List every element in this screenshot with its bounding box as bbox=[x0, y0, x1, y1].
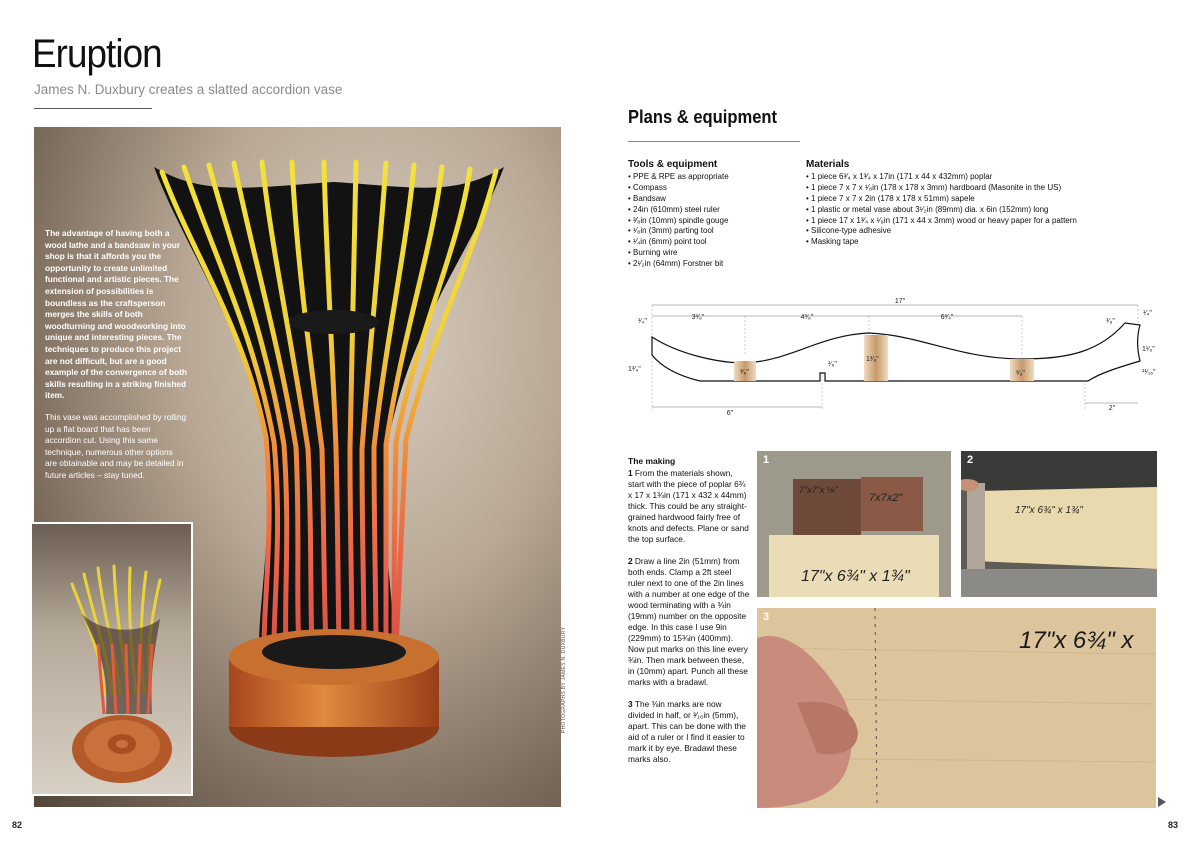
dim-thick2: 1³⁄₈" bbox=[866, 356, 879, 363]
dim-bottom-left: 6" bbox=[726, 410, 734, 417]
p1-label-a: 7"x7"x ⅛" bbox=[799, 485, 838, 495]
dim-left-top: ¹⁄₄" bbox=[638, 318, 647, 325]
material-item: • 1 piece 7 x 7 x ¹⁄₈in (178 x 178 x 3mm) hardboard (Masonite in the US) bbox=[806, 183, 1126, 194]
tools-heading: Tools & equipment bbox=[628, 159, 718, 170]
plans-divider bbox=[628, 141, 800, 142]
dim-right-top2: ¹⁄₄" bbox=[1143, 310, 1152, 317]
photo-credit: PHOTOGRAPHS BY JAMES N. DUXBURY bbox=[561, 626, 567, 733]
material-item: • 1 piece 6³⁄₄ x 1³⁄₄ x 17in (171 x 44 x 432mm) poplar bbox=[806, 172, 1126, 183]
tilted-vase-illustration bbox=[32, 524, 191, 794]
page-number-left: 82 bbox=[12, 820, 23, 830]
p3-label: 17"x 6¾" x bbox=[1019, 627, 1134, 654]
tool-item: • ³⁄₈in (10mm) spindle gouge bbox=[628, 216, 803, 227]
step-2: 2 Draw a line 2in (51mm) from both ends. Clamp a 2ft steel ruler next to one of the 2in lines with a number at one edge of the wood terminating with a ¾in (19mm) number on the opposite edge. In this case I use 9in (229mm) to 15¾in (400mm). Now put marks on this line every ¾in. Then mark between these, in (10mm) apart. Punch all these marks with a bradawl. bbox=[628, 556, 750, 687]
photo-marking bbox=[757, 608, 1156, 808]
material-item: • 1 plastic or metal vase about 3¹⁄₂in (89mm) dia. x 6in (152mm) long bbox=[806, 205, 1126, 216]
making-instructions bbox=[628, 456, 750, 776]
intro-text bbox=[45, 228, 187, 491]
p1-label-b: 7x7x2" bbox=[869, 492, 903, 504]
tool-item: • PPE & RPE as appropriate bbox=[628, 172, 803, 183]
plans-heading: Plans & equipment bbox=[628, 107, 778, 127]
dim-seg2: 4³⁄₈" bbox=[800, 314, 814, 321]
material-item: • Masking tape bbox=[806, 237, 1126, 248]
dim-notch: ¹⁄₈" bbox=[828, 361, 837, 368]
article-subtitle: James N. Duxbury creates a slatted accordion vase bbox=[34, 82, 343, 97]
intro-paragraph: The advantage of having both a wood lathe and a bandsaw in your shop is that it affords you the opportunity to create unlimited functional and artistic pieces. The extension of possibilities is boundless as the craftsperson merges the skills of both woodturning and woodworking into unique and interesting pieces. The techniques to produce this project are not difficult, but are a good example of the convergence of both skills resulting in a striking finished item. bbox=[45, 228, 187, 401]
tool-item: • 24in (610mm) steel ruler bbox=[628, 205, 803, 216]
article-title: Eruption bbox=[32, 32, 162, 76]
photo-number: 3 bbox=[763, 611, 770, 623]
step-3-text: The ⅜in marks are now divided in half, or ³⁄₁₆in (5mm), apart. This can be done with the aid of a ruler or I find it easier to mark it by eye. Bradawl these marks also. bbox=[628, 699, 746, 764]
materials-list bbox=[806, 160, 1126, 248]
dim-thick1: ³⁄₈" bbox=[740, 369, 749, 376]
photo-board-ruler bbox=[961, 451, 1157, 597]
dim-seg1: 3³⁄₈" bbox=[691, 314, 705, 321]
tool-item: • 2¹⁄₂in (64mm) Forstner bit bbox=[628, 259, 803, 270]
photo-materials bbox=[757, 451, 951, 597]
p2-label: 17"x 6¾" x 1¾" bbox=[1015, 505, 1083, 516]
step-3: 3 The ⅜in marks are now divided in half, or ³⁄₁₆in (5mm), apart. This can be done with the aid of a ruler or I find it easier to mark it by eye. Bradawl these marks also. bbox=[628, 699, 746, 764]
tool-item: • Compass bbox=[628, 183, 803, 194]
step-2-text: Draw a line 2in (51mm) from both ends. Clamp a 2ft steel ruler next to one of the 2in lines with a number at one edge of the wood terminating with a ¾in (19mm) number on the opposite edge. In this case I use 9in (229mm) to 15¾in (400mm). Now put marks on this line every ¾in. Then mark between these, in (10mm) apart. Punch all these marks with a bradawl. bbox=[628, 556, 750, 687]
material-item: • Silicone-type adhesive bbox=[806, 226, 1126, 237]
material-item: • 1 piece 7 x 7 x 2in (178 x 178 x 51mm) sapele bbox=[806, 194, 1126, 205]
dim-bottom-right: 2" bbox=[1108, 405, 1116, 412]
photo-number: 1 bbox=[763, 454, 770, 466]
tool-item: • ¹⁄₈in (3mm) parting tool bbox=[628, 226, 803, 237]
photo-number: 2 bbox=[967, 454, 974, 466]
dim-right-h2: ¹¹⁄₁₆" bbox=[1142, 369, 1156, 376]
inset-vase-photo bbox=[30, 522, 193, 796]
p1-label-c: 17"x 6¾" x 1¾" bbox=[801, 568, 910, 585]
title-divider bbox=[34, 108, 152, 109]
profile-diagram bbox=[620, 295, 1165, 425]
tool-item: • Bandsaw bbox=[628, 194, 803, 205]
making-heading: The making bbox=[628, 456, 676, 466]
page-number-right: 83 bbox=[1168, 820, 1179, 830]
intro-paragraph: This vase was accomplished by rolling up a flat board that has been accordion cut. Using this same technique, numerous other options are obtainable and may be detailed in future articles – stay tuned. bbox=[45, 411, 187, 480]
dim-seg3: 6³⁄₄" bbox=[940, 314, 954, 321]
step-1: 1 From the materials shown, start with the piece of poplar 6¾ x 17 x 1¾in (171 x 432 x 44mm) thick. This could be any straight-grained hardwood fairly free of knots and defects. Plane or sand the top surface. bbox=[628, 468, 749, 544]
dim-right-h1: 1¹⁄₈" bbox=[1142, 346, 1155, 353]
dim-overall: 17" bbox=[894, 298, 906, 305]
dim-thick3: ³⁄₈" bbox=[1016, 370, 1025, 377]
materials-heading: Materials bbox=[806, 159, 850, 170]
tools-list bbox=[628, 160, 803, 270]
tool-item: • ¹⁄₄in (6mm) point tool bbox=[628, 237, 803, 248]
tool-item: • Burning wire bbox=[628, 248, 803, 259]
dim-left-height: 1³⁄₄" bbox=[628, 366, 641, 373]
material-item: • 1 piece 17 x 1³⁄₄ x ¹⁄₈in (171 x 44 x 3mm) wood or heavy paper for a pattern bbox=[806, 216, 1126, 227]
dim-right-top: ³⁄₈" bbox=[1106, 318, 1115, 325]
step-1-text: From the materials shown, start with the piece of poplar 6¾ x 17 x 1¾in (171 x 432 x 44mm) thick. This could be any straight-grained hardwood fairly free of knots and defects. Plane or sand the top surface. bbox=[628, 468, 749, 544]
continue-arrow-icon bbox=[1158, 797, 1166, 807]
